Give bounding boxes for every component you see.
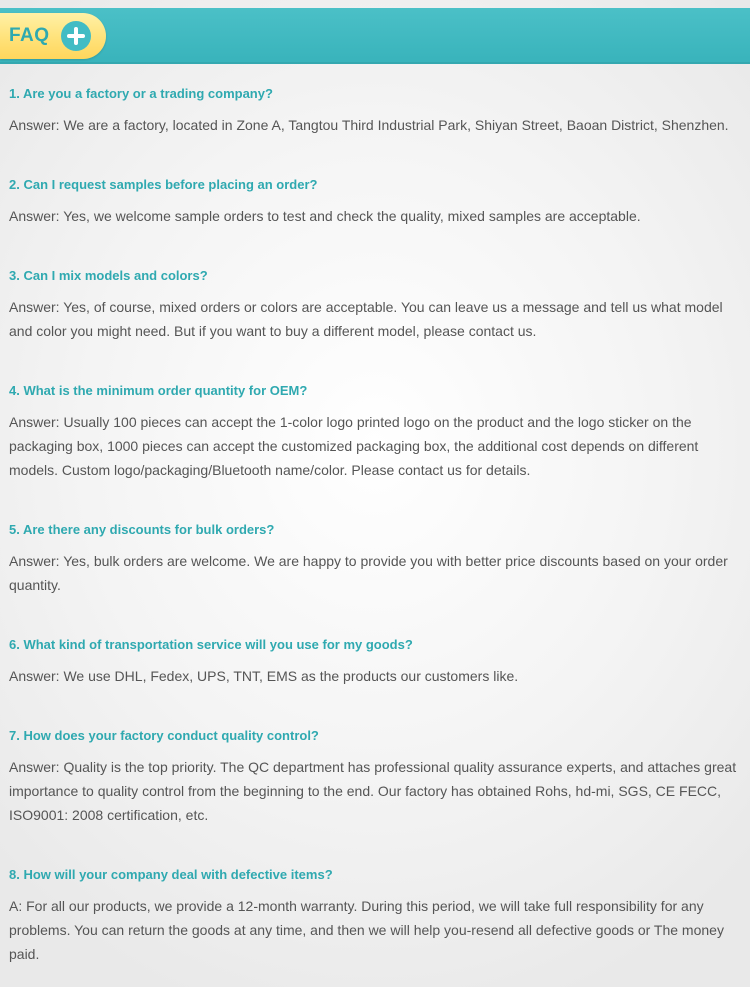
faq-title-pill (0, 13, 106, 59)
faq-item-4 (9, 381, 745, 482)
faq-question: 7. How does your factory conduct quality control? (9, 728, 319, 743)
faq-question: 6. What kind of transportation service will you use for my goods? (9, 637, 413, 652)
faq-answer: A: For all our products, we provide a 12-month warranty. During this period, we will take full responsibility for any problems. You can return the goods at any time, and then we will help you-resend all defective goods or The money paid. (9, 898, 724, 962)
faq-question: 8. How will your company deal with defective items? (9, 867, 333, 882)
faq-answer: Answer: Quality is the top priority. The QC department has professional quality assurance experts, and attaches great importance to quality control from the beginning to the end. Our factory has obtained Rohs, hd-mi, SGS, CE FECC, ISO9001: 2008 certification, etc. (9, 759, 737, 823)
faq-answer: Answer: Yes, bulk orders are welcome. We are happy to provide you with better price discounts based on your order quantity. (9, 553, 728, 593)
faq-question: 5. Are there any discounts for bulk orders? (9, 522, 275, 537)
faq-answer: Answer: Yes, we welcome sample orders to test and check the quality, mixed samples are acceptable. (9, 208, 641, 224)
faq-question: 1. Are you a factory or a trading company? (9, 86, 273, 101)
faq-answer: Answer: We use DHL, Fedex, UPS, TNT, EMS as the products our customers like. (9, 668, 519, 684)
faq-item-5 (9, 520, 745, 597)
faq-title: FAQ (9, 25, 50, 46)
faq-answer: Answer: We are a factory, located in Zone A, Tangtou Third Industrial Park, Shiyan Street, Baoan District, Shenzhen. (9, 117, 729, 133)
faq-item-3 (9, 266, 745, 343)
faq-question: 2. Can I request samples before placing an order? (9, 177, 318, 192)
faq-header-band (0, 8, 750, 64)
faq-answer: Answer: Usually 100 pieces can accept the 1-color logo printed logo on the product and the logo sticker on the packaging box, 1000 pieces can accept the customized packaging box, the additional cost depends on different models. Custom logo/packaging/Bluetooth name/color. Please contact us for details. (9, 414, 699, 478)
faq-item-1 (9, 84, 745, 137)
faq-question: 4. What is the minimum order quantity for OEM? (9, 383, 308, 398)
faq-answer: Answer: Yes, of course, mixed orders or colors are acceptable. You can leave us a message and tell us what model and color you might need. But if you want to buy a different model, please contact us. (9, 299, 723, 339)
faq-item-6 (9, 635, 745, 688)
faq-list (9, 84, 745, 966)
plus-icon (61, 21, 91, 51)
faq-question: 3. Can I mix models and colors? (9, 268, 208, 283)
faq-item-7 (9, 726, 745, 827)
faq-item-8 (9, 865, 745, 966)
faq-item-2 (9, 175, 745, 228)
